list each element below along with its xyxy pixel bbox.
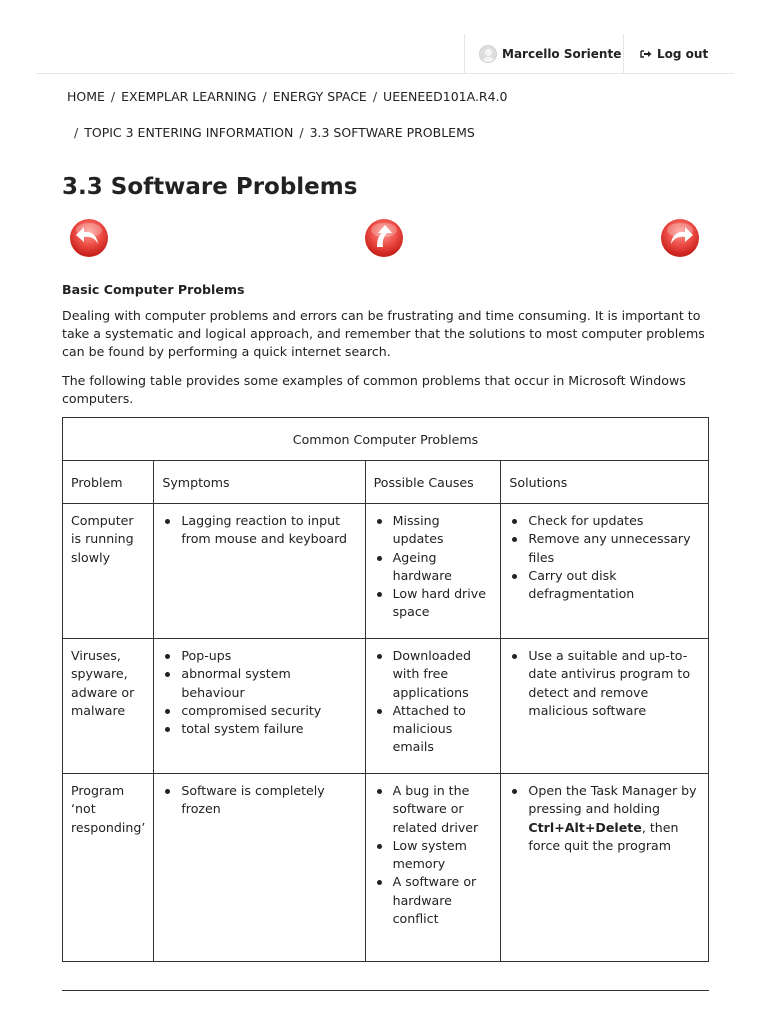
breadcrumb-separator: /: [74, 125, 79, 140]
list-item: abnormal system behaviour: [162, 665, 356, 702]
forward-arrow-icon[interactable]: [658, 216, 702, 258]
breadcrumb-course-code[interactable]: UEENEED101A.R4.0: [383, 89, 508, 104]
header-problem: Problem: [63, 461, 154, 504]
list-item: A software or hardware conflict: [374, 873, 493, 928]
list-item: Carry out disk defragmentation: [509, 567, 700, 604]
common-problems-table: [62, 417, 709, 962]
footer-divider: [62, 990, 709, 991]
problem-cell: Program ‘not responding’: [63, 774, 154, 962]
symptoms-cell: [154, 504, 365, 639]
list-item: Low hard drive space: [374, 585, 493, 622]
symptoms-cell: [154, 639, 365, 774]
logout-label: Log out: [657, 47, 709, 61]
solutions-cell: [501, 639, 709, 774]
breadcrumb-separator: /: [299, 125, 304, 140]
header-symptoms: Symptoms: [154, 461, 365, 504]
solution-text-before: Open the Task Manager by pressing and holding: [528, 783, 697, 817]
table-row: [63, 639, 709, 774]
header-solutions: Solutions: [501, 461, 709, 504]
symptoms-cell: [154, 774, 365, 962]
problem-cell: Computer is running slowly: [63, 504, 154, 639]
table-row: [63, 774, 709, 962]
list-item: [509, 782, 700, 855]
list-item: A bug in the software or related driver: [374, 782, 493, 837]
list-item: Remove any unnecessary files: [509, 530, 700, 567]
list-item: Low system memory: [374, 837, 493, 874]
causes-cell: [365, 774, 501, 962]
list-item: Downloaded with free applications: [374, 647, 493, 702]
table-row: [63, 504, 709, 639]
list-item: Software is completely frozen: [162, 782, 356, 819]
table-caption: Common Computer Problems: [63, 418, 709, 461]
breadcrumb-current: 3.3 SOFTWARE PROBLEMS: [309, 125, 475, 140]
header-possible-causes: Possible Causes: [365, 461, 501, 504]
list-item: Lagging reaction to input from mouse and keyboard: [162, 512, 356, 549]
solutions-cell: [501, 774, 709, 962]
list-item: Attached to malicious emails: [374, 702, 493, 757]
top-bar: [36, 34, 734, 74]
solutions-cell: [501, 504, 709, 639]
breadcrumb-separator: /: [262, 89, 267, 104]
intro-paragraph: Dealing with computer problems and errors can be frustrating and time consuming. It is important to take a systematic and logical approach, and remember that the solutions to most computer problems can be found by performing a quick internet search.: [62, 308, 705, 360]
causes-cell: [365, 504, 501, 639]
list-item: Pop-ups: [162, 647, 356, 665]
breadcrumb-separator: /: [110, 89, 116, 104]
user-menu[interactable]: [464, 34, 624, 74]
list-item: Missing updates: [374, 512, 493, 549]
avatar: [479, 45, 497, 63]
list-item: compromised security: [162, 702, 356, 720]
page-title: 3.3 Software Problems: [62, 174, 358, 200]
list-item: total system failure: [162, 720, 356, 738]
breadcrumb-topic-3[interactable]: TOPIC 3 ENTERING INFORMATION: [84, 125, 294, 140]
logout-button[interactable]: [640, 34, 708, 74]
list-item: Ageing hardware: [374, 549, 493, 586]
keyboard-shortcut: Ctrl+Alt+Delete: [528, 819, 642, 835]
table-intro-paragraph: The following table provides some examples of common problems that occur in Microsoft Windows computers.: [62, 373, 686, 407]
solution-text-after: , then force quit the program: [528, 819, 679, 853]
up-arrow-icon[interactable]: [362, 216, 406, 258]
breadcrumb-separator: /: [372, 89, 378, 104]
table-header-row: [63, 461, 709, 504]
user-name: Marcello Soriente: [502, 47, 622, 61]
breadcrumb-exemplar-learning[interactable]: EXEMPLAR LEARNING: [121, 89, 257, 104]
list-item: Use a suitable and up-to-date antivirus program to detect and remove malicious software: [509, 647, 700, 720]
problem-cell: Viruses, spyware, adware or malware: [63, 639, 154, 774]
breadcrumb-home[interactable]: HOME: [67, 89, 105, 104]
logout-icon: [640, 48, 652, 60]
list-item: Check for updates: [509, 512, 700, 530]
section-heading: Basic Computer Problems: [62, 282, 245, 297]
back-arrow-icon[interactable]: [67, 216, 111, 258]
causes-cell: [365, 639, 501, 774]
breadcrumb-energy-space[interactable]: ENERGY SPACE: [272, 89, 367, 104]
